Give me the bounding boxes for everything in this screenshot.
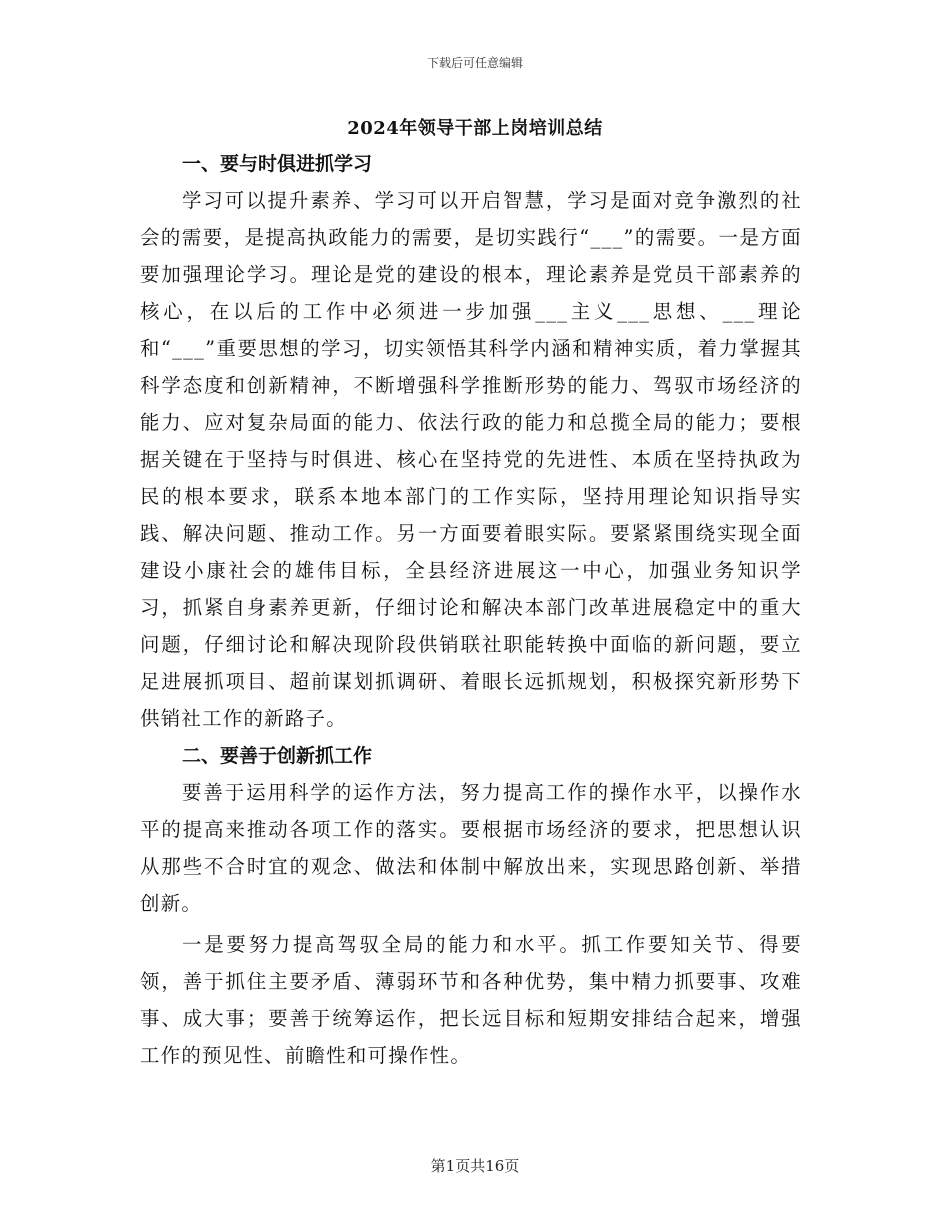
document-title: 2024年领导干部上岗培训总结 — [347, 118, 603, 139]
paragraph: 要善于运用科学的运作方法，努力提高工作的操作水平，以操作水平的提高来推动各项工作的落实。要根据市场经济的要求，把思想认识从那些不合时宜的观念、做法和体制中解放出来，实现思路创新、举措创新。 — [140, 781, 802, 915]
section-heading-1: 一、要与时俱进抓学习 — [182, 153, 373, 175]
page-footer-number: 第1页共16页 — [430, 1157, 520, 1175]
document-body — [140, 146, 802, 1074]
paragraph: 一是要努力提高驾驭全局的能力和水平。抓工作要知关节、得要领，善于抓住主要矛盾、薄弱环节和各种优势，集中精力抓要事、攻难事、成大事；要善于统筹运作，把长远目标和短期安排结合起来，增强工作的预见性、前瞻性和可操作性。 — [140, 933, 802, 1067]
paragraph: 学习可以提升素养、学习可以开启智慧，学习是面对竞争激烈的社会的需要，是提高执政能力的需要，是切实践行“___”的需要。一是方面要加强理论学习。理论是党的建设的根本，理论素养是党员干部素养的核心，在以后的工作中必须进一步加强___主义___思想、___理论和“___”重要思想的学习，切实领悟其科学内涵和精神实质，着力掌握其科学态度和创新精神，不断增强科学推断形势的能力、驾驭市场经济的能力、应对复杂局面的能力、依法行政的能力和总揽全局的能力；要根据关键在于坚持与时俱进、核心在坚持党的先进性、本质在坚持执政为民的根本要求，联系本地本部门的工作实际，坚持用理论知识指导实践、解决问题、推动工作。另一方面要着眼实际。要紧紧围绕实现全面建设小康社会的雄伟目标，全县经济进展这一中心，加强业务知识学习，抓紧自身素养更新，仔细讨论和解决本部门改革进展稳定中的重大问题，仔细讨论和解决现阶段供销联社职能转换中面临的新问题，要立足进展抓项目、超前谋划抓调研、着眼长远抓规划，积极探究新形势下供销社工作的新路子。 — [140, 189, 803, 730]
section-heading-2: 二、要善于创新抓工作 — [182, 745, 373, 767]
page-header-note: 下载后可任意编辑 — [426, 56, 523, 70]
